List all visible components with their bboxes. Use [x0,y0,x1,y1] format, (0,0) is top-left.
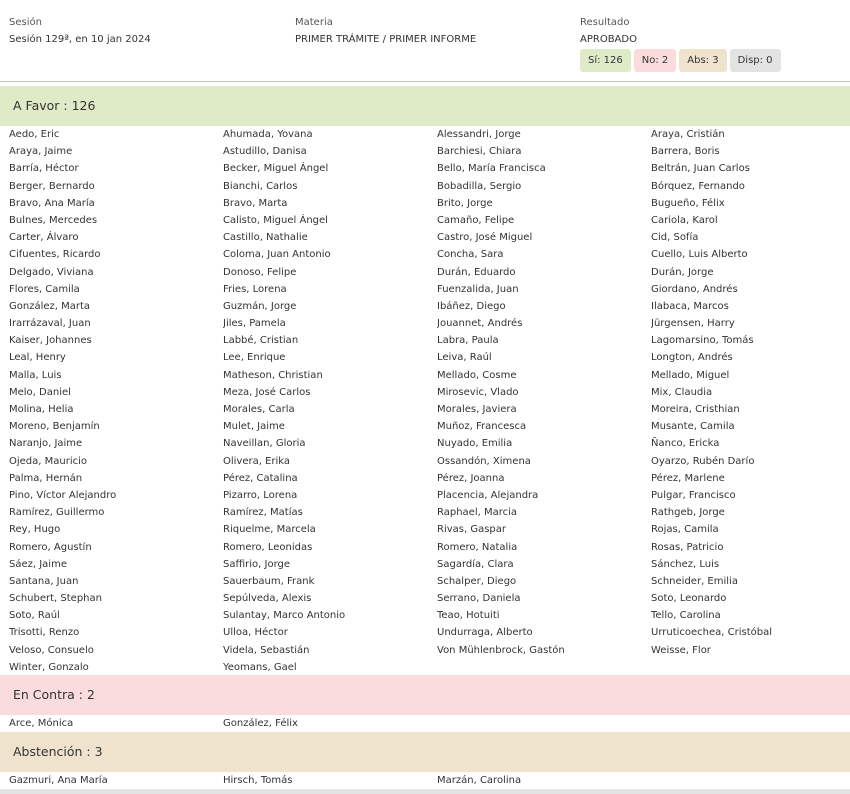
deputy-name: Guzmán, Jorge [223,300,297,312]
deputy-name: Nuyado, Emilia [437,438,513,450]
deputy-name: Morales, Carla [223,404,295,415]
deputy-name: Schubert, Stephan [9,593,102,605]
deputy-name: Santana, Juan [9,575,79,587]
deputy-name: Castillo, Nathalie [223,232,308,244]
deputy-name: Irarrázaval, Juan [9,318,91,330]
deputy-name: Berger, Bernardo [9,180,95,192]
deputy-name: Rey, Hugo [9,524,61,536]
deputy-name: Durán, Jorge [651,266,714,278]
deputy-name: Kaiser, Johannes [9,335,92,347]
deputy-name: Ilabaca, Marcos [651,300,729,312]
contra-names-list [9,715,850,732]
deputy-name: Meza, José Carlos [223,386,311,398]
deputy-name: Astudillo, Danisa [223,146,307,158]
matter-value: PRIMER TRÁMITE / PRIMER INFORME [295,34,477,45]
deputy-name: Ñanco, Ericka [651,438,720,450]
deputy-name: Schneider, Emilia [651,575,738,587]
deputy-name: Jiles, Pamela [223,318,286,330]
deputy-name: Becker, Miguel Ángel [223,163,329,175]
deputy-name: Soto, Raúl [9,610,60,622]
deputy-name: Raphael, Marcia [437,507,518,519]
deputy-name: Riquelme, Marcela [223,524,316,536]
deputy-name: Longton, Andrés [651,352,733,364]
deputy-name: Mulet, Jaime [223,421,285,433]
deputy-name: Romero, Natalia [437,541,518,553]
deputy-name: Muñoz, Francesca [437,421,527,433]
result-info [580,16,637,47]
deputy-name: Bianchi, Carlos [223,180,298,192]
deputy-name: Sulantay, Marco Antonio [223,610,346,622]
deputy-name: Ahumada, Yovana [223,129,313,140]
deputy-name: González, Félix [223,718,298,729]
deputy-name: Aedo, Eric [9,129,60,140]
deputy-name: Castro, José Miguel [437,232,533,244]
favor-names-list [9,126,850,676]
deputy-name: Sánchez, Luis [651,558,720,570]
deputy-name: Trisotti, Renzo [9,627,80,639]
deputy-name: Jouannet, Andrés [437,318,523,330]
deputy-name: Rivas, Gaspar [437,524,507,536]
deputy-name: Melo, Daniel [9,386,71,398]
deputy-name: Bulnes, Mercedes [9,214,98,226]
deputy-name: Alessandri, Jorge [437,129,521,140]
deputy-name: Rathgeb, Jorge [651,507,725,519]
deputy-name: Teao, Hotuiti [437,610,500,622]
deputy-name: Durán, Eduardo [437,266,516,278]
deputy-name: Lee, Enrique [223,352,286,364]
deputy-name: Pino, Víctor Alejandro [9,489,117,501]
deputy-name: Cuello, Luis Alberto [651,249,748,261]
deputy-name: Bello, María Francisca [437,163,546,175]
deputy-name: Matheson, Christian [223,369,323,381]
contra-section-header: En Contra : 2 [0,675,850,715]
deputy-name: Tello, Carolina [651,610,721,622]
deputy-name: Araya, Jaime [9,146,73,158]
deputy-name: Oyarzo, Rubén Darío [651,455,755,467]
deputy-name: Sauerbaum, Frank [223,575,315,587]
deputy-name: Soto, Leonardo [651,593,727,605]
deputy-name: Bobadilla, Sergio [437,180,522,192]
deputy-name: Rosas, Patricio [651,541,724,553]
deputy-name: Yeomans, Gael [223,661,297,673]
matter-label: Materia [295,17,333,28]
deputy-name: Bravo, Marta [223,197,288,209]
deputy-name: Molina, Helia [9,404,74,415]
no-count-badge: No: 2 [634,49,677,72]
deputy-name: González, Marta [9,300,91,312]
deputy-name: Carter, Álvaro [9,232,79,244]
deputy-name: Mix, Claudia [651,386,713,398]
deputy-name: Bugueño, Félix [651,197,725,209]
deputy-name: Mellado, Miguel [651,369,730,381]
deputy-name: Delgado, Viviana [9,266,94,278]
deputy-name: Morales, Javiera [437,404,517,415]
deputy-name: Calisto, Miguel Ángel [223,214,328,226]
deputy-name: Beltrán, Juan Carlos [651,163,750,175]
deputy-name: Fuenzalida, Juan [437,283,519,295]
deputy-name: Brito, Jorge [437,197,493,209]
deputy-name: Ramírez, Matías [223,507,303,519]
deputy-name: Cariola, Karol [651,214,718,226]
abstencion-names-list [9,772,850,789]
deputy-name: Rojas, Camila [651,524,719,536]
deputy-name: Pérez, Joanna [437,472,505,484]
deputy-name: Leiva, Raúl [437,352,492,364]
deputy-name: Veloso, Consuelo [9,644,94,656]
deputy-name: Pérez, Catalina [223,472,298,484]
deputy-name: Sagardía, Clara [437,558,514,570]
deputy-name: Naranjo, Jaime [9,438,83,450]
deputy-name: Fries, Lorena [223,283,287,295]
deputy-name: Hirsch, Tomás [223,775,293,786]
session-label: Sesión [9,17,42,28]
deputy-name: Palma, Hernán [9,472,83,484]
abstencion-section-header: Abstención : 3 [0,732,850,772]
matter-info [295,16,476,47]
deputy-name: Concha, Sara [437,249,504,261]
deputy-name: Von Mühlenbrock, Gastón [437,644,565,656]
vote-summary-header [0,0,850,82]
deputy-name: Ojeda, Mauricio [9,455,88,467]
result-label: Resultado [580,17,630,28]
abs-count-badge: Abs: 3 [679,49,726,72]
vote-count-badges [580,49,781,72]
deputy-name: Gazmuri, Ana María [9,775,108,786]
session-value: Sesión 129ª, en 10 jan 2024 [9,34,151,45]
deputy-name: Bravo, Ana María [9,197,95,209]
deputy-name: Lagomarsino, Tomás [651,335,754,347]
deputy-name: Barrera, Boris [651,146,720,158]
deputy-name: Araya, Cristián [651,129,725,140]
deputy-name: Romero, Agustín [9,541,92,553]
deputy-name: Ulloa, Héctor [223,627,288,639]
dispensado-section-edge [0,789,850,794]
deputy-name: Bórquez, Fernando [651,180,745,192]
deputy-name: Romero, Leonidas [223,541,313,553]
disp-count-badge: Disp: 0 [730,49,781,72]
deputy-name: Labra, Paula [437,335,499,347]
deputy-name: Serrano, Daniela [437,593,521,605]
deputy-name: Winter, Gonzalo [9,661,89,673]
deputy-name: Sáez, Jaime [9,558,67,570]
deputy-name: Coloma, Juan Antonio [223,249,331,261]
deputy-name: Ramírez, Guillermo [9,507,105,519]
session-info [9,16,151,47]
deputy-name: Giordano, Andrés [651,283,738,295]
deputy-name: Jürgensen, Harry [651,318,735,330]
deputy-name: Malla, Luis [9,369,62,381]
deputy-name: Placencia, Alejandra [437,489,539,501]
deputy-name: Ibáñez, Diego [437,300,506,312]
deputy-name: Mirosevic, Vlado [437,386,519,398]
deputy-name: Naveillan, Gloria [223,438,306,450]
deputy-name: Pulgar, Francisco [651,489,736,501]
favor-section-header: A Favor : 126 [0,86,850,126]
deputy-name: Cifuentes, Ricardo [9,249,101,261]
deputy-name: Arce, Mónica [9,718,74,729]
deputy-name: Videla, Sebastián [223,644,310,656]
deputy-name: Moreira, Cristhian [651,404,740,415]
deputy-name: Olivera, Erika [223,455,291,467]
deputy-name: Moreno, Benjamín [9,421,100,433]
deputy-name: Schalper, Diego [437,575,517,587]
deputy-name: Weisse, Flor [651,644,711,656]
deputy-name: Marzán, Carolina [437,775,522,786]
deputy-name: Pizarro, Lorena [223,489,298,501]
deputy-name: Camaño, Felipe [437,214,515,226]
deputy-name: Sepúlveda, Alexis [223,593,312,605]
deputy-name: Flores, Camila [9,283,80,295]
deputy-name: Cid, Sofía [651,232,699,244]
deputy-name: Donoso, Felipe [223,266,297,278]
deputy-name: Barchiesi, Chiara [437,146,522,158]
deputy-name: Barría, Héctor [9,163,79,175]
deputy-name: Labbé, Cristian [223,335,299,347]
deputy-name: Undurraga, Alberto [437,627,533,639]
deputy-name: Urruticoechea, Cristóbal [651,627,773,639]
deputy-name: Ossandón, Ximena [437,455,531,467]
deputy-name: Mellado, Cosme [437,369,517,381]
deputy-name: Musante, Camila [651,421,735,433]
result-value: APROBADO [580,34,637,45]
deputy-name: Saffirio, Jorge [223,558,291,570]
si-count-badge: Sí: 126 [580,49,631,72]
deputy-name: Pérez, Marlene [651,472,725,484]
deputy-name: Leal, Henry [9,352,66,364]
